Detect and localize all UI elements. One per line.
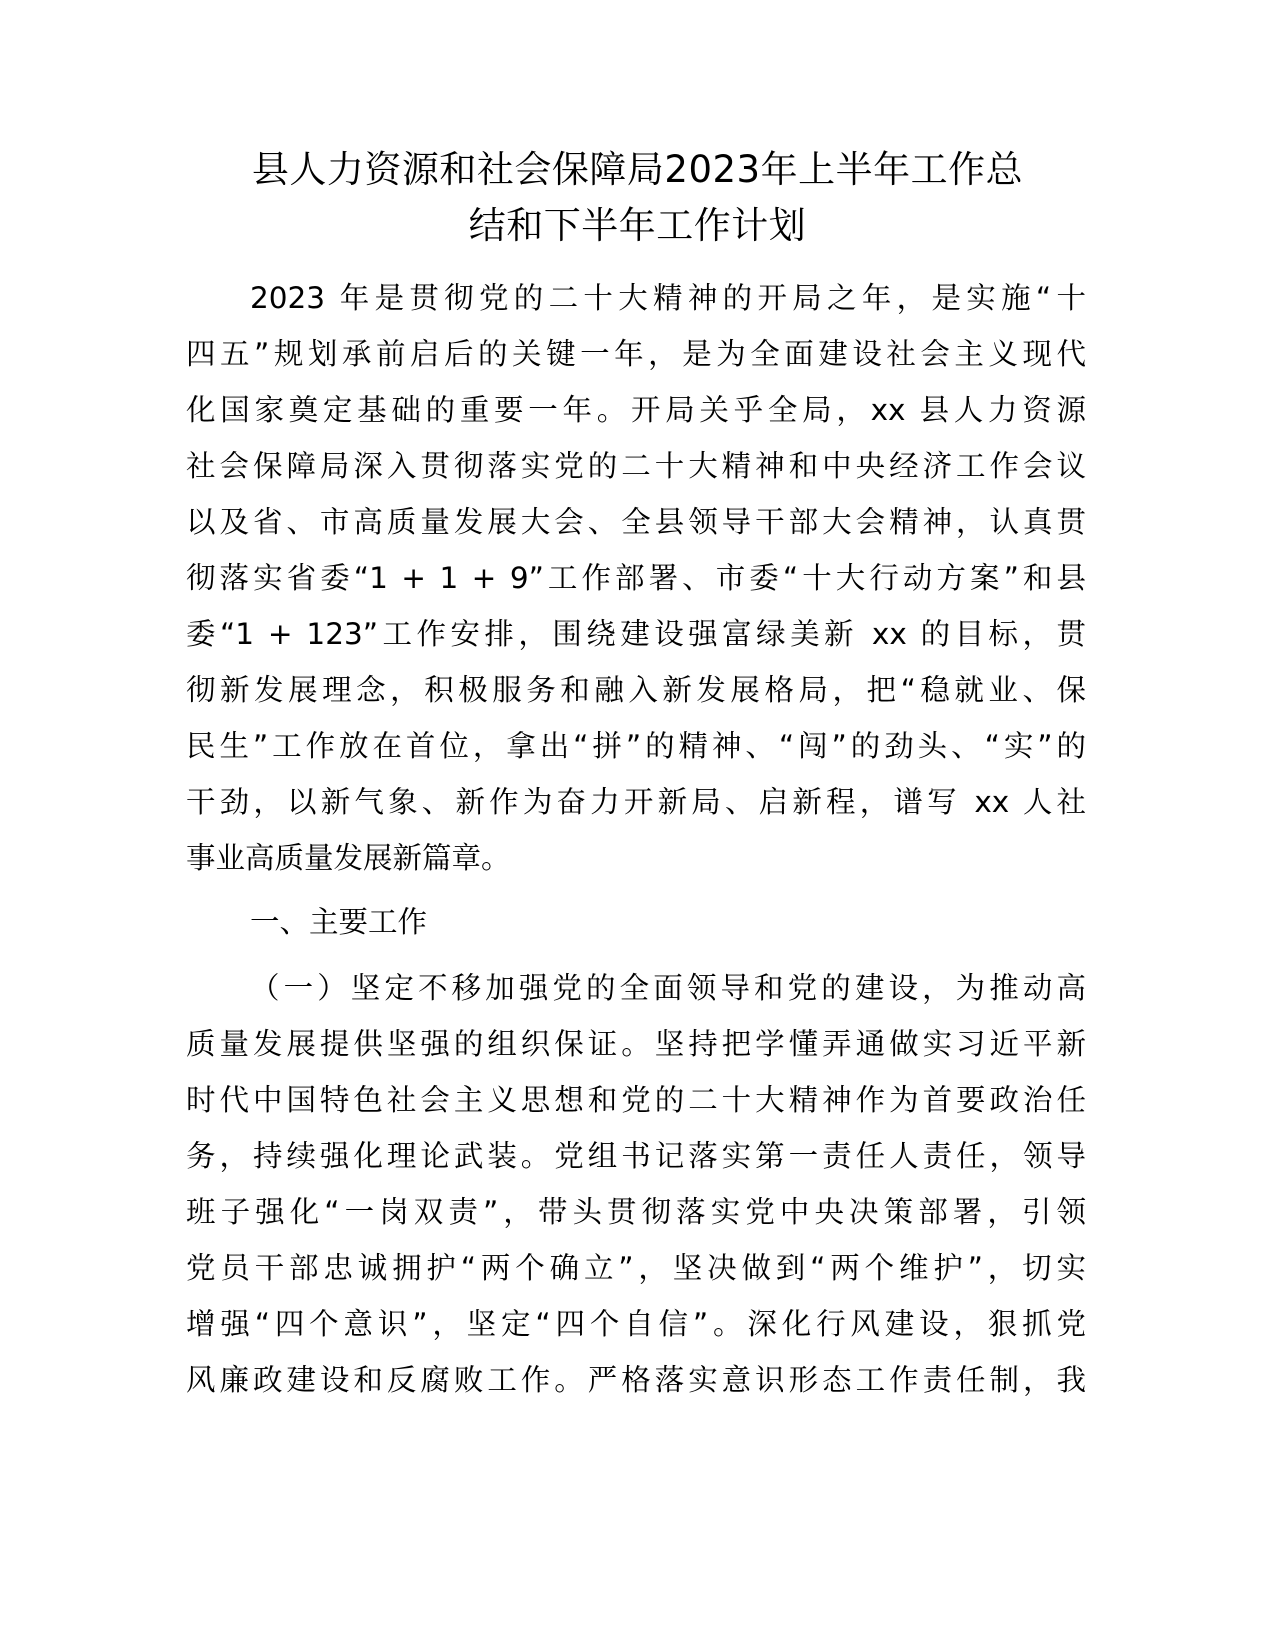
intro-line: 以及省、市高质量发展大会、全县领导干部大会精神，认真贯 xyxy=(186,505,1086,539)
intro-line: 彻落实省委“1 + 1 + 9”工作部署、市委“十大行动方案”和县 xyxy=(186,561,1086,595)
intro-line: 彻新发展理念，积极服务和融入新发展格局，把“稳就业、保 xyxy=(186,673,1086,707)
intro-line: 干劲，以新气象、新作为奋力开新局、启新程，谱写 xx 人社 xyxy=(186,785,1086,819)
subsection-line: 增强“四个意识”，坚定“四个自信”。深化行风建设，狠抓党 xyxy=(186,1307,1086,1341)
subsection-line: 务，持续强化理论武装。党组书记落实第一责任人责任，领导 xyxy=(186,1139,1086,1173)
section-heading: 一、主要工作 xyxy=(250,905,428,939)
subsection-line: 班子强化“一岗双责”，带头贯彻落实党中央决策部署，引领 xyxy=(186,1195,1086,1229)
intro-line: 社会保障局深入贯彻落实党的二十大精神和中央经济工作会议 xyxy=(186,449,1086,483)
document-title-line-1: 县人力资源和社会保障局2023年上半年工作总 xyxy=(251,148,1024,191)
intro-line: 化国家奠定基础的重要一年。开局关乎全局，xx 县人力资源 xyxy=(186,393,1086,427)
intro-line: 委“1 + 123”工作安排，围绕建设强富绿美新 xx 的目标，贯 xyxy=(186,617,1086,651)
document-title-line-2: 结和下半年工作计划 xyxy=(468,204,807,247)
intro-line: 四五”规划承前启后的关键一年，是为全面建设社会主义现代 xyxy=(186,337,1086,371)
subsection-line: 党员干部忠诚拥护“两个确立”，坚决做到“两个维护”，切实 xyxy=(186,1251,1086,1285)
intro-line: 2023 年是贯彻党的二十大精神的开局之年，是实施“十 xyxy=(250,281,1086,315)
intro-line: 民生”工作放在首位，拿出“拼”的精神、“闯”的劲头、“实”的 xyxy=(186,729,1086,763)
subsection-line: 时代中国特色社会主义思想和党的二十大精神作为首要政治任 xyxy=(186,1083,1086,1117)
subsection-line: （一）坚定不移加强党的全面领导和党的建设，为推动高 xyxy=(250,971,1086,1005)
subsection-line: 质量发展提供坚强的组织保证。坚持把学懂弄通做实习近平新 xyxy=(186,1027,1086,1061)
subsection-line: 风廉政建设和反腐败工作。严格落实意识形态工作责任制，我 xyxy=(186,1363,1086,1397)
intro-line: 事业高质量发展新篇章。 xyxy=(186,841,511,875)
